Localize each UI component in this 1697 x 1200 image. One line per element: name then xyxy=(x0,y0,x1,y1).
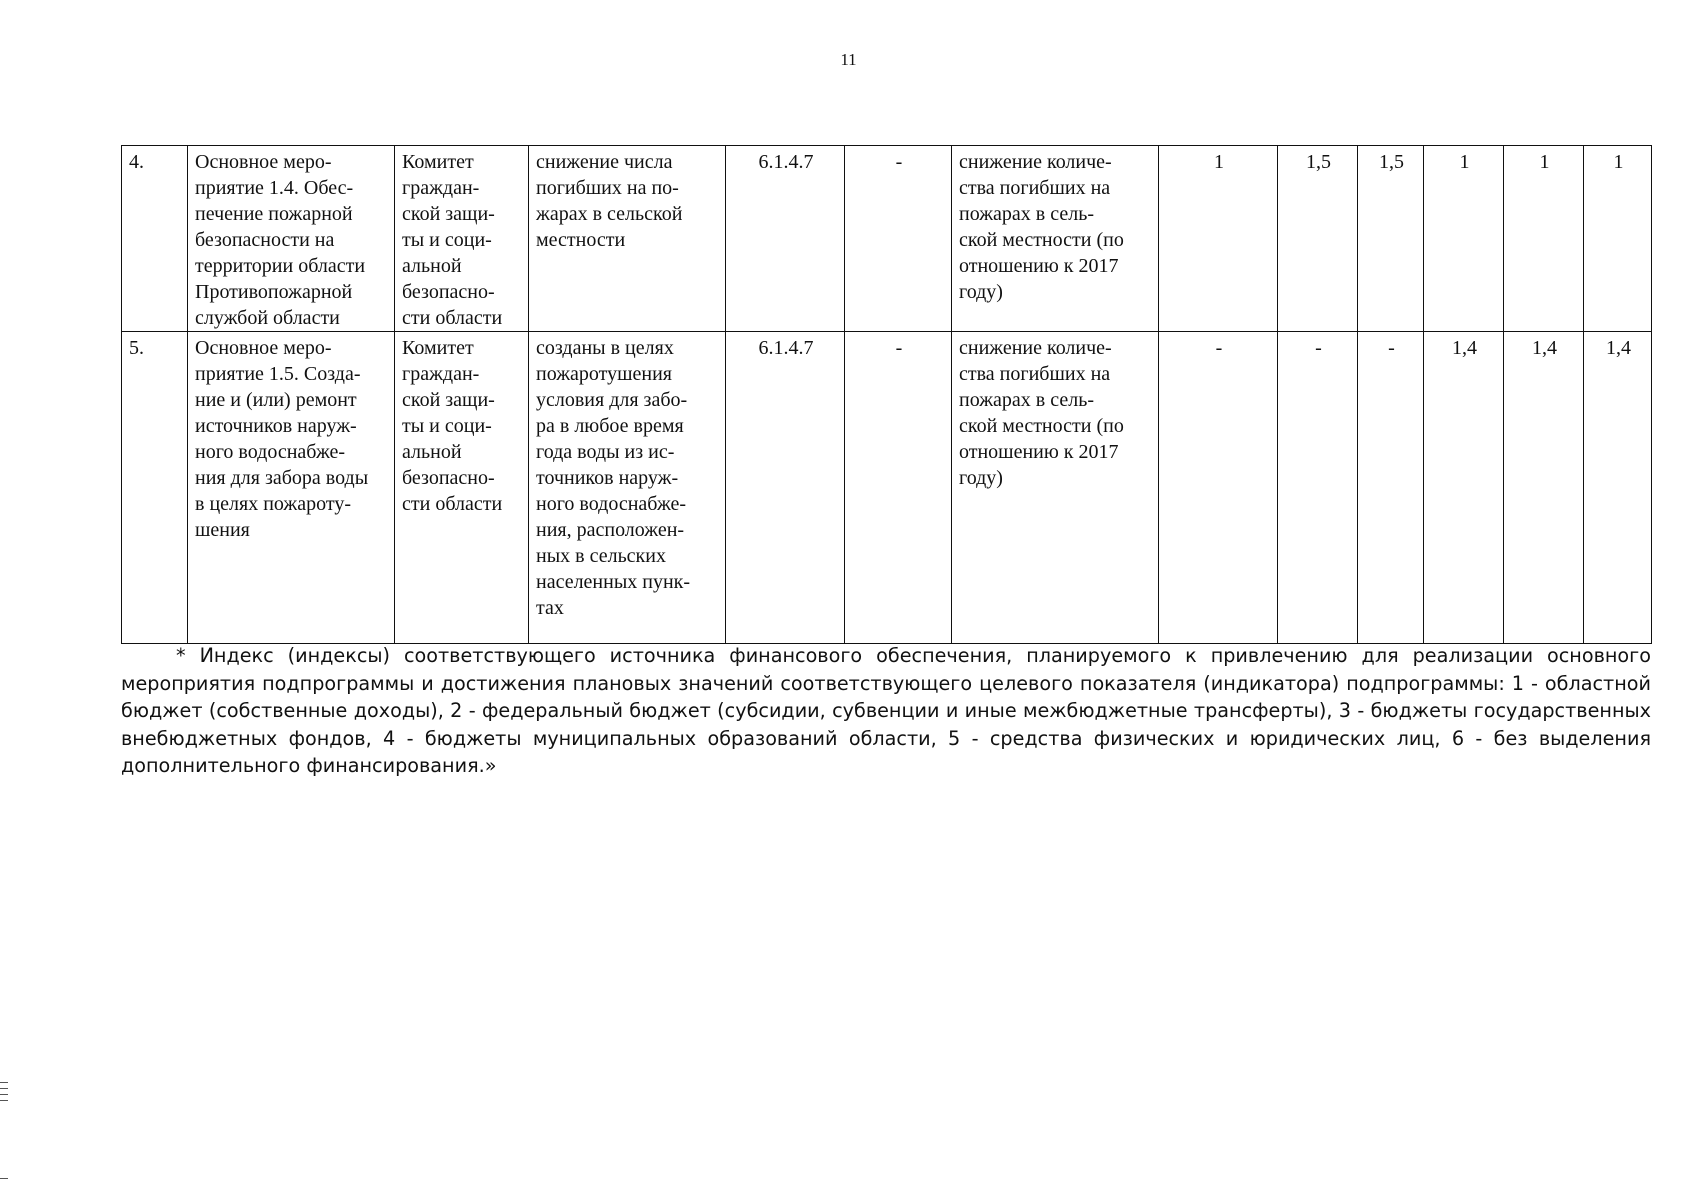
program-events-table xyxy=(121,145,1652,644)
row-number: 5. xyxy=(122,332,188,644)
value-cell: - xyxy=(1278,332,1358,644)
scan-margin-mark xyxy=(0,1094,8,1095)
value-cell: 1 xyxy=(1159,146,1278,332)
row-number: 4. xyxy=(122,146,188,332)
expected-result: созданы в целях пожаротушения условия для забо- ра в любое время года воды из ис- точников наруж- ного водоснабже- ния, расположен- ных в сельских населенных пунк- тах xyxy=(529,332,726,644)
table-row xyxy=(122,146,1652,332)
page-number: 11 xyxy=(840,50,857,69)
value-cell: 1,5 xyxy=(1278,146,1358,332)
footnote: * Индекс (индексы) соответствующего источника финансового обеспечения, планируемого к привлечению для реализации основного мероприятия подпрограммы и достижения плановых значений соответствующего целевого показателя (индикатора) подпрограммы: 1 - областной бюджет (собственные доходы), 2 - федеральный бюджет (субсидии, субвенции и иные межбюджетные трансферты), 3 - бюджеты государственных внебюджетных фондов, 4 - бюджеты муниципальных образований области, 5 - средства физических и юридических лиц, 6 - без выделения дополнительного финансирования.» xyxy=(121,644,1651,777)
event-name: Основное меро- приятие 1.5. Созда- ние и (или) ремонт источников наруж- ного водоснабже- ния для забора воды в целях пожароту- шения xyxy=(188,332,395,644)
executor: Комитет граждан- ской защи- ты и соци- альной безопасно- сти области xyxy=(395,332,529,644)
code: 6.1.4.7 xyxy=(726,146,845,332)
value-cell: 1 xyxy=(1504,146,1584,332)
indicator: снижение количе- ства погибших на пожарах в сель- ской местности (по отношению к 2017 году) xyxy=(952,146,1159,332)
financing-source: - xyxy=(845,146,952,332)
event-name: Основное меро- приятие 1.4. Обес- печение пожарной безопасности на территории области Противопожарной службой области xyxy=(188,146,395,332)
indicator: снижение количе- ства погибших на пожарах в сель- ской местности (по отношению к 2017 году) xyxy=(952,332,1159,644)
value-cell: 1 xyxy=(1424,146,1504,332)
expected-result: снижение числа погибших на по- жарах в сельской местности xyxy=(529,146,726,332)
scan-margin-mark xyxy=(0,1088,8,1089)
value-cell: 1,4 xyxy=(1424,332,1504,644)
scan-margin-mark xyxy=(0,1100,8,1101)
value-cell: 1,5 xyxy=(1358,146,1424,332)
code: 6.1.4.7 xyxy=(726,332,845,644)
value-cell: 1,4 xyxy=(1504,332,1584,644)
table-row xyxy=(122,332,1652,644)
scan-margin-mark xyxy=(0,1178,8,1179)
value-cell: - xyxy=(1358,332,1424,644)
financing-source: - xyxy=(845,332,952,644)
executor: Комитет граждан- ской защи- ты и соци- альной безопасно- сти области xyxy=(395,146,529,332)
value-cell: 1 xyxy=(1584,146,1652,332)
value-cell: 1,4 xyxy=(1584,332,1652,644)
scan-margin-mark xyxy=(0,1082,8,1083)
value-cell: - xyxy=(1159,332,1278,644)
